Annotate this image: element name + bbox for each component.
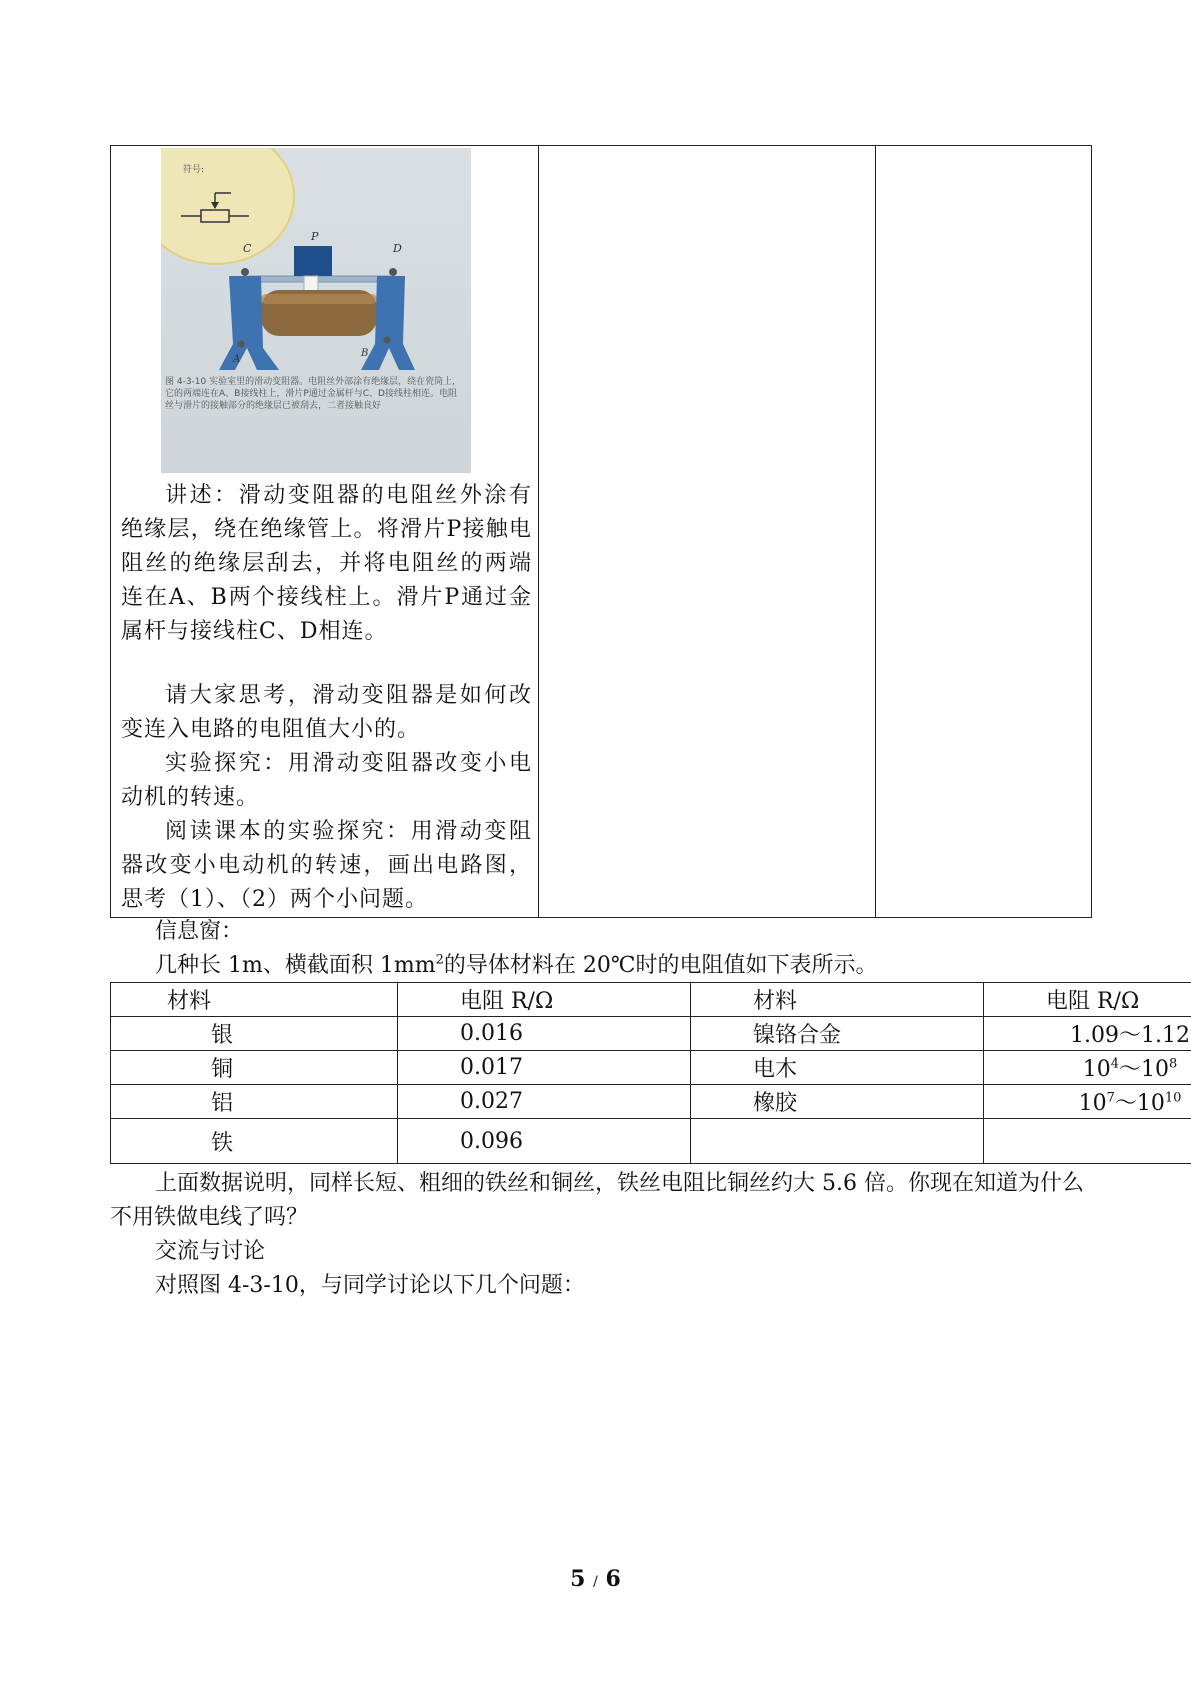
rheostat-figure <box>161 148 471 473</box>
design-intent-cell <box>876 146 1092 918</box>
svg-text:D: D <box>393 242 402 255</box>
reading-paragraph: 阅读课本的实验探究：用滑动变阻器改变小电动机的转速，画出电路图，思考（1）、（2）两个小问题。 <box>121 819 532 912</box>
conclusion-paragraph: 上面数据说明，同样长短、粗细的铁丝和铜丝，铁丝电阻比铜丝约大 5.6 倍。你现在知道为什么不用铁做电线了吗？ <box>110 1171 1084 1230</box>
figure-caption: 图 4-3-10 实验室里的滑动变阻器。电阻丝外部涂有绝缘层，绕在瓷筒上，它的两端连在A、B接线柱上，滑片P通过金属杆与C、D接线柱相连。电阻丝与滑片的接触部分的绝缘层已被刮去，二者接触良好 <box>165 377 462 411</box>
table-row: 铜 0.017 电木 $10^4\sim 10^8$ <box>111 1051 1191 1085</box>
metal-rod <box>249 276 389 282</box>
student-activity-cell <box>539 146 876 918</box>
symbol-label: 符号: <box>183 165 205 175</box>
svg-text:C: C <box>243 242 252 255</box>
svg-text:B: B <box>361 348 369 359</box>
header-material-1: 材料 <box>111 983 398 1017</box>
discussion-intro: 对照图 4-3-10，与同学讨论以下几个问题： <box>155 1273 585 1298</box>
lesson-table <box>110 145 1092 918</box>
range-cell: $10^4\sim 10^8$ <box>984 1051 1191 1085</box>
slider-p <box>294 246 332 276</box>
header-resistance-1: 电阻 R/Ω <box>398 983 691 1017</box>
lecture-paragraph: 讲述：滑动变阻器的电阻丝外涂有绝缘层，绕在绝缘管上。将滑片P接触电阻丝的绝缘层刮去，并将电阻丝的两端连在A、B两个接线柱上。滑片P通过金属杆与接线柱C、D相连。 <box>121 483 532 644</box>
think-paragraph: 请大家思考，滑动变阻器是如何改变连入电路的电阻值大小的。 <box>121 683 532 742</box>
rheostat-illustration <box>161 148 471 473</box>
header-material-2: 材料 <box>691 983 984 1017</box>
symbol-bubble <box>161 148 294 264</box>
svg-text:P: P <box>311 230 319 243</box>
table-row: 银 0.016 镍铬合金 1.09～1.12 <box>111 1017 1191 1051</box>
table-row: 铝 0.027 橡胶 $10^7\sim 10^{10}$ <box>111 1085 1191 1119</box>
teacher-activity-cell <box>111 146 539 918</box>
header-resistance-2: 电阻 R/Ω <box>984 983 1191 1017</box>
terminal-a <box>238 341 245 348</box>
range-cell: $10^7\sim 10^{10}$ <box>984 1085 1191 1119</box>
terminal-b <box>384 337 391 344</box>
terminal-d <box>389 268 397 276</box>
svg-text:A: A <box>233 354 241 365</box>
terminal-c <box>241 268 249 276</box>
discussion-heading: 交流与讨论 <box>155 1239 266 1264</box>
info-window-title: 信息窗： <box>155 919 244 944</box>
page-number: 5 / 6 <box>570 1566 621 1592</box>
info-intro: 几种长 1m、横截面积 $1mm^2$的导体材料在 20℃时的电阻值如下表所示。 <box>155 952 878 978</box>
table-header-row <box>111 983 1191 1017</box>
table-row: 铁 0.096 <box>111 1119 1191 1164</box>
materials-table <box>110 982 1191 1164</box>
experiment-paragraph: 实验探究：用滑动变阻器改变小电动机的转速。 <box>121 751 532 810</box>
